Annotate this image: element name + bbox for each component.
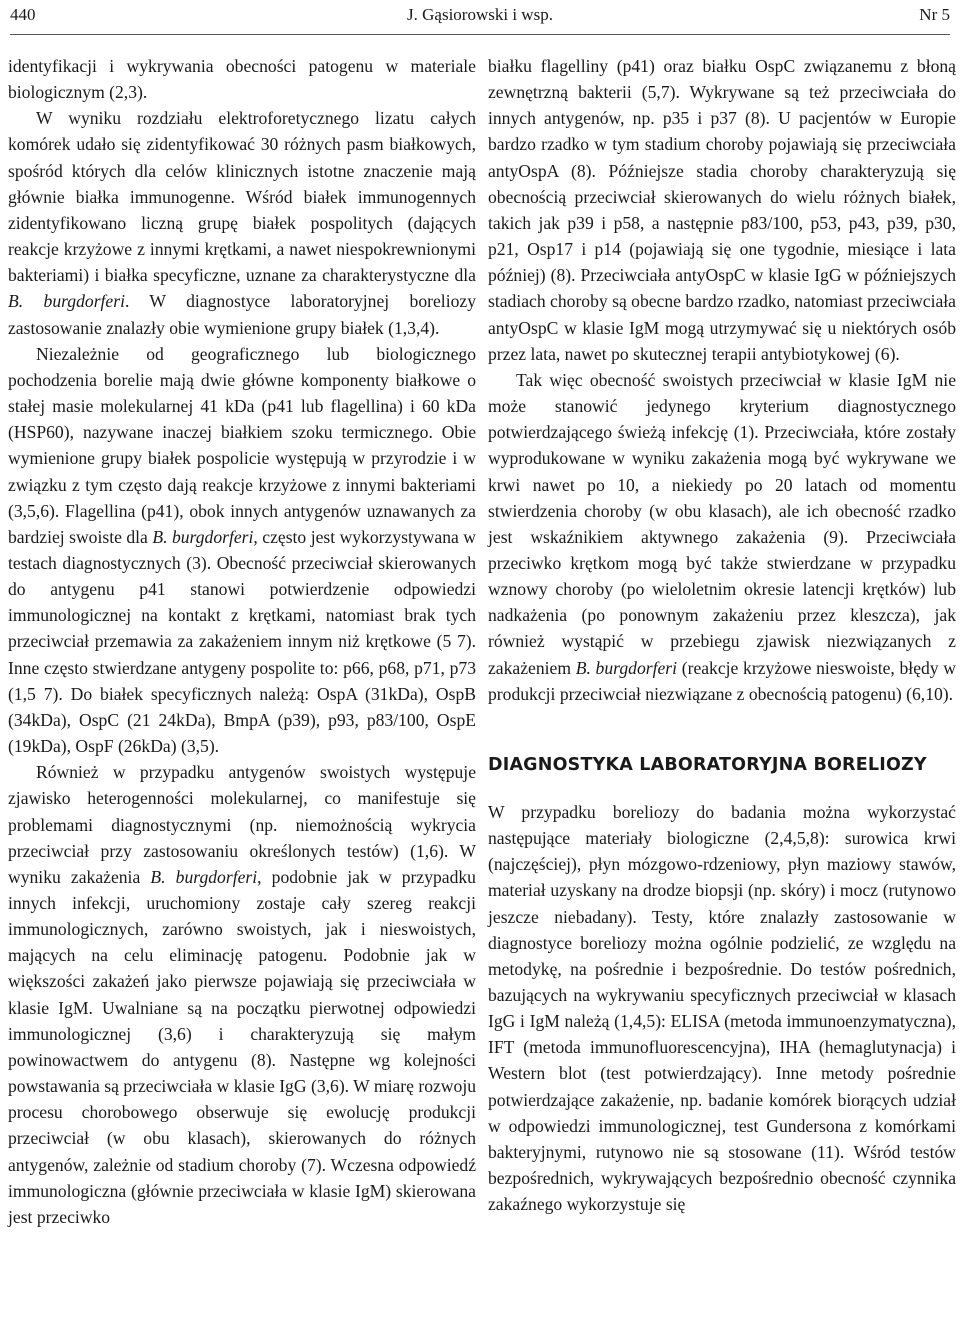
paragraph: białku flagelliny (p41) oraz białku OspC związanemu z błoną zewnętrzną bakterii (5,7). Wykrywane są też przeciwciała do innych antygenów, np. p35 i p37 (8). U pacjentów w Europie bardzo rzadko w tym stadium choroby pojawiają się przeciwciała antyOspA (8). Późniejsze stadia choroby charakteryzują się obecnością przeciwciał skierowanych do wielu różnych białek, takich jak p39 i p58, a następnie p83/100, p53, p43, p39, p30, p21, Osp17 i p14 (pojawiają się one tygodnie, miesiące i lata później) (8). Przeciwciała antyOspC w klasie IgG w późniejszych stadiach choroby są obecne bardzo rzadko, natomiast przeciwciała antyOspC w klasie IgM mogą utrzymywać się u niektórych osób przez lata, nawet po skutecznej terapii antybiotykowej (6).: [488, 56, 956, 364]
paragraph: Niezależnie od geograficznego lub biologicznego pochodzenia borelie mają dwie główne komponenty białkowe o stałej masie molekularnej 41 kDa (p41 lub flagellina) i 60 kDa (HSP60), nazywane inaczej białkiem szoku termicznego. Obie wymienione grupy białek pospolicie występują w przyrodzie i w związku z tym często dają reakcje krzyżowe z innymi bakteriami (3,5,6). Flagellina (p41), obok innych antygenów uznawanych za bardziej swoiste dla B. burgdorferi, często jest wykorzystywana w testach diagnostycznych (3). Obecność przeciwciał skierowanych do antygenu p41 stanowi potwierdzenie odpowiedzi immunologicznej na kontakt z krętkami, natomiast brak tych przeciwciał przemawia za zakażeniem innym niż krętkowe (5 7). Inne często stwierdzane antygeny pospolite to: p66, p68, p71, p73 (1,5 7). Do białek specyficznych należą: OspA (31kDa), OspB (34kDa), OspC (21 24kDa), BmpA (p39), p93, p83/100, OspE (19kDa), OspF (26kDa) (3,5).: [8, 343, 476, 757]
issue-number: Nr 5: [919, 5, 950, 24]
paragraph: Również w przypadku antygenów swoistych występuje zjawisko heterogenności molekularnej, co manifestuje się problemami diagnostycznymi (np. niemożnością wykrycia przeciwciał przy zastosowaniu określonych testów) (1,6). W wyniku zakażenia B. burgdorferi, podobnie jak w przypadku innych infekcji, uruchomiony zostaje cały szereg reakcji immunologicznych, zarówno swoistych, jak i nieswoistych, mających na celu eliminację patogenu. Podobnie jak w większości zakażeń jako pierwsze pojawiają się przeciwciała w klasie IgM. Uwalniane są na początku pierwotnej odpowiedzi immunologicznej (3,6) i charakteryzują się małym powinowactwem do antygenu (8). Następne wg kolejności powstawania są przeciwciała w klasie IgG (3,6). W miarę rozwoju procesu chorobowego obserwuje się ewolucję produkcji przeciwciał (w obu klasach), skierowanych do różnych antygenów, zależnie od stadium choroby (7). Wczesna odpowiedź immunologiczna (głównie przeciwciała w klasie IgM) skierowana jest przeciwko: [8, 762, 476, 1227]
running-title-authors: J. Gąsiorowski i wsp.: [407, 5, 553, 24]
left-column: [8, 53, 476, 1230]
page-header: [10, 0, 950, 35]
section-heading: DIAGNOSTYKA LABORATORYJNA BORELIOZY: [488, 754, 927, 775]
right-column: [488, 53, 956, 1217]
paragraph: W przypadku boreliozy do badania można wykorzystać następujące materiały biologiczne (2,4,5,8): surowica krwi (najczęściej), płyn mózgowo-rdzeniowy, płyn maziowy stawów, materiał uzyskany na drodze biopsji (np. skóry) i mocz (rutynowo jeszcze niebadany). Testy, które znalazły zastosowanie w diagnostyce boreliozy można ogólnie podzielić, ze względu na metodykę, na pośrednie i bezpośrednie. Do testów pośrednich, bazujących na wykrywaniu specyficznych przeciwciał w klasach IgG i IgM należą (1,4,5): ELISA (metoda immunoenzymatyczna), IFT (metoda immunofluorescencyjna), IHA (hemaglutynacja) i Western blot (test potwierdzający). Inne metody pośrednie potwierdzające zakażenie, np. badanie komórek biorących udział w odpowiedzi immunologicznej, test Gundersona z komórkami bakteryjnymi, rutynowo nie są stosowane (11). Wśród testów bezpośrednich, wykrywających bezpośrednio obecność czynnika zakaźnego wykorzystuje się: [488, 801, 956, 1215]
paragraph: Tak więc obecność swoistych przeciwciał w klasie IgM nie może stanowić jedynego kryterium diagnostycznego potwierdzającego świeżą infekcję (1). Przeciwciała, które zostały wyprodukowane w wyniku zakażenia mogą być wykrywane we krwi nawet po 10, a niekiedy po 20 latach od momentu stwierdzenia choroby (w obu klasach), ale ich obecność rzadko jest wskaźnikiem aktywnego zakażenia (9). Przeciwciała przeciwko krętkom mogą być także stwierdzane w przypadku wznowy choroby (po wieloletnim okresie latencji krętków) lub nadkażenia (po ponownym zakażeniu przez kleszcza), jak również wystąpić w przebiegu zjawisk niezwiązanych z zakażeniem B. burgdorferi (reakcje krzyżowe nieswoiste, błędy w produkcji przeciwciał niezwiązane z obecnością patogenu) (6,10).: [488, 369, 956, 704]
paragraph: W wyniku rozdziału elektroforetycznego lizatu całych komórek udało się zidentyfikować 30 różnych pasm białkowych, spośród których dla celów klinicznych istotne znaczenie mają głównie białka immunogenne. Wśród białek immunogennych zidentyfikowano liczną grupę białek pospolitych (dających reakcje krzyżowe z innymi krętkami, a nawet niespokrewnionymi bakteriami) i białka specyficzne, uznane za charakterystyczne dla B. burgdorferi. W diagnostyce laboratoryjnej boreliozy zastosowanie znalazły obie wymienione grupy białek (1,3,4).: [8, 108, 476, 338]
paragraph: identyfikacji i wykrywania obecności patogenu w materiale biologicznym (2,3).: [8, 56, 476, 103]
page-number: 440: [10, 5, 36, 24]
